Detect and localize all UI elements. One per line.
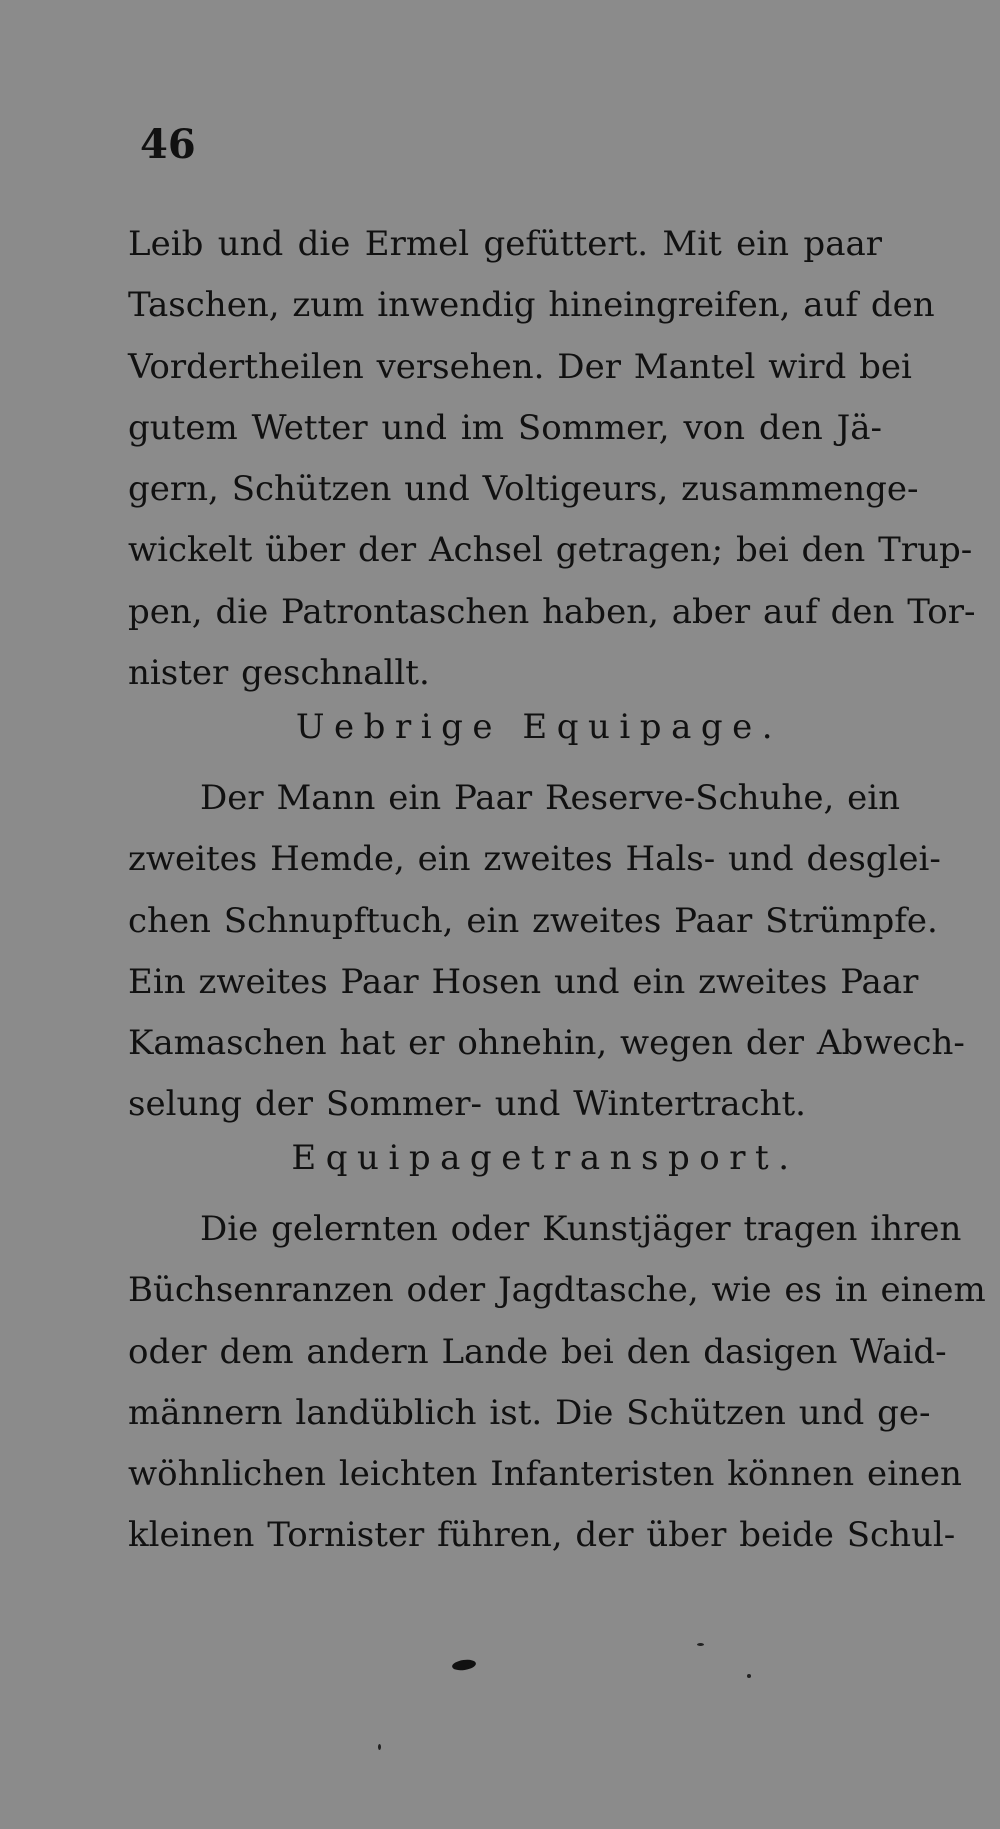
text-line: Taschen, zum inwendig hineingreifen, auf den bbox=[128, 285, 935, 326]
ink-blot bbox=[451, 1658, 476, 1671]
ink-speck bbox=[747, 1674, 751, 1678]
text-line: oder dem andern Lande bei den dasigen Waid- bbox=[128, 1331, 947, 1372]
text-line: kleinen Tornister führen, der über beide Schul- bbox=[128, 1515, 956, 1556]
text-line: Ein zweites Paar Hosen und ein zweites Paar bbox=[128, 961, 919, 1002]
text-line: Leib und die Ermel gefüttert. Mit ein paar bbox=[128, 224, 882, 264]
text-line: wöhnlichen leichten Infanteristen können einen bbox=[128, 1454, 962, 1495]
text-line: wickelt über der Achsel getragen; bei den Trup- bbox=[128, 530, 973, 571]
text-line: männern landüblich ist. Die Schützen und ge- bbox=[128, 1392, 931, 1433]
section-heading-uebrige-equipage: Uebrige Equipage. bbox=[295, 707, 783, 747]
text-line: gutem Wetter und im Sommer, von den Jä- bbox=[128, 407, 882, 448]
section-heading-equipagetransport: Equipagetransport. bbox=[291, 1138, 799, 1178]
text-line: Die gelernten oder Kunstjäger tragen ihren bbox=[200, 1209, 962, 1249]
paragraph-mantel bbox=[128, 214, 976, 704]
text-line: Vordertheilen versehen. Der Mantel wird bei bbox=[128, 346, 912, 387]
text-line: chen Schnupftuch, ein zweites Paar Strümpfe. bbox=[128, 900, 938, 941]
paragraph-uebrige-equipage bbox=[128, 768, 965, 1136]
paragraph-equipagetransport bbox=[128, 1199, 986, 1567]
text-line: Kamaschen hat er ohnehin, wegen der Abwech- bbox=[128, 1023, 965, 1064]
text-line: Der Mann ein Paar Reserve-Schuhe, ein bbox=[200, 778, 900, 818]
text-line: nister geschnallt. bbox=[128, 653, 430, 694]
text-line: Büchsenranzen oder Jagdtasche, wie es in einem bbox=[128, 1270, 986, 1311]
text-line: gern, Schützen und Voltigeurs, zusammenge- bbox=[128, 469, 919, 510]
ink-speck bbox=[378, 1744, 381, 1750]
text-line: selung der Sommer- und Wintertracht. bbox=[128, 1084, 806, 1125]
text-line: pen, die Patrontaschen haben, aber auf den Tor- bbox=[128, 591, 976, 632]
page-number: 46 bbox=[140, 121, 196, 168]
ink-speck bbox=[697, 1643, 704, 1646]
text-line: zweites Hemde, ein zweites Hals- und desglei- bbox=[128, 839, 941, 880]
